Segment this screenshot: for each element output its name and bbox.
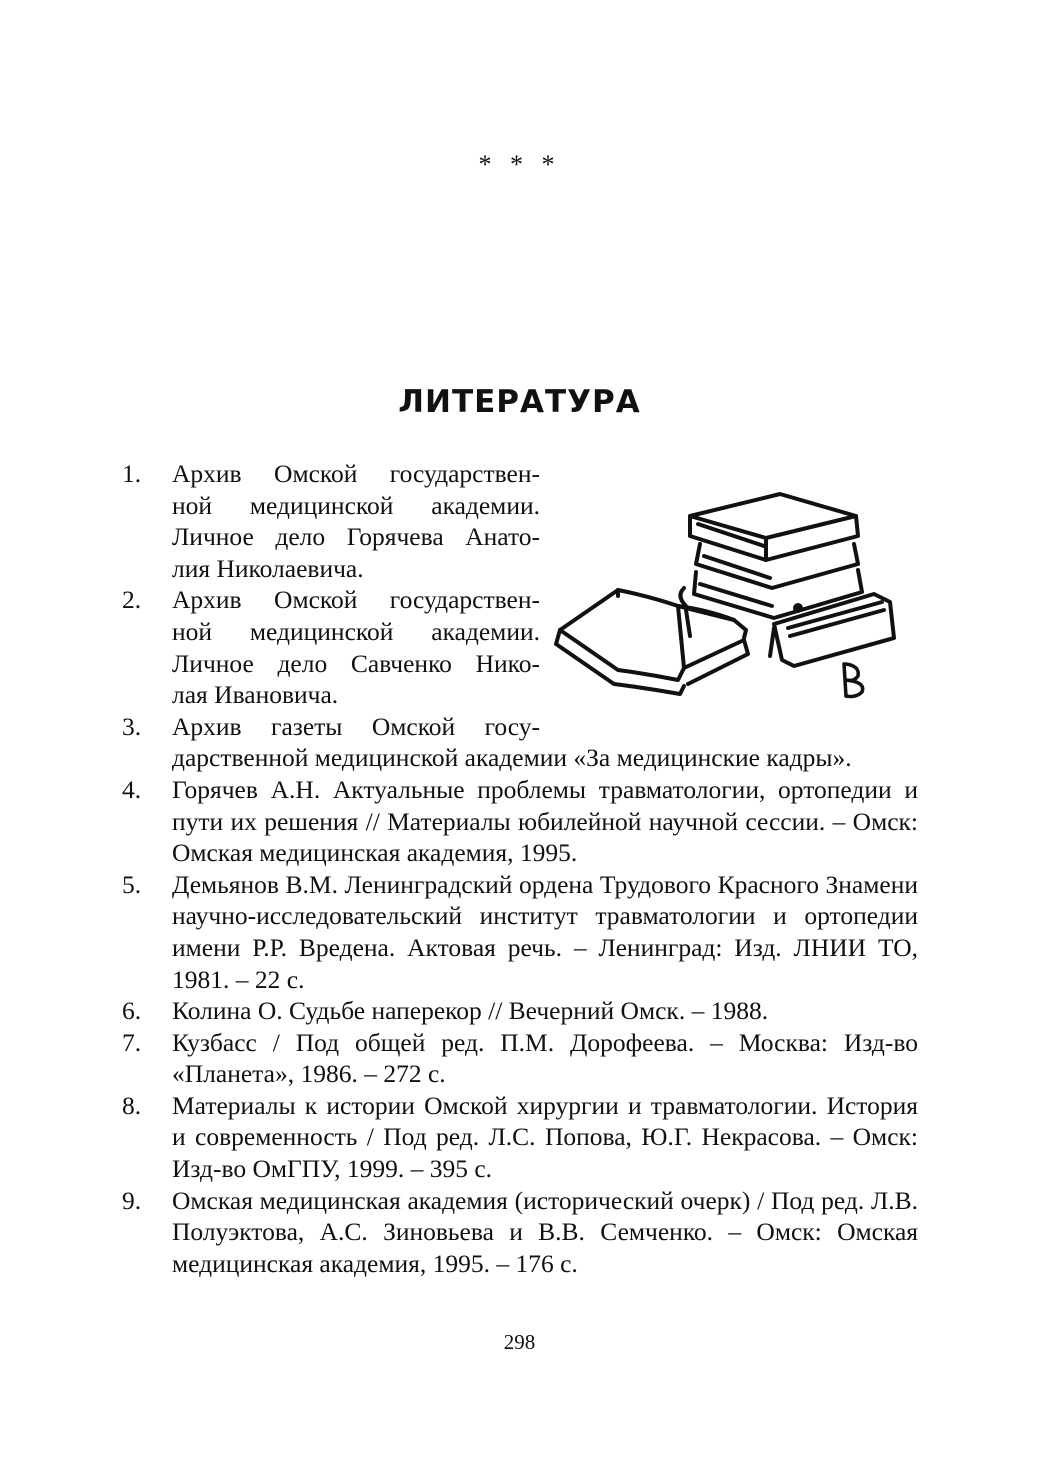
reference-number: 2. [122,585,142,615]
reference-number: 4. [122,774,142,804]
reference-item-6 [122,995,918,1027]
reference-text: Кузбасс / Под общей ред. П.М. Дорофеева. – Москва: Изд-во «Планета», 1986. – 272 с. [172,1027,918,1089]
reference-number: 9. [122,1185,142,1215]
reference-item-2 [122,584,918,710]
reference-line: лия Николаевича. [172,553,364,583]
reference-number: 7. [122,1027,142,1057]
reference-list [122,458,918,1279]
reference-line: лая Ивановича. [172,680,339,710]
reference-text: Омская медицинская академия (исторический очерк) / Под ред. Л.В. Полуэктова, А.С. Зиновьева и В.В. Семченко. – Омск: Омская медицинская академия, 1995. – 176 с. [172,1185,918,1278]
reference-item-7 [122,1027,918,1090]
reference-line: дарственной медицинской академии «За медицинские кадры». [172,743,852,773]
reference-text: Материалы к истории Омской хирургии и травматологии. История и современность / Под ред. Л.С. Попова, Ю.Г. Некрасова. – Омск: Изд-во ОмГПУ, 1999. – 395 с. [172,1090,918,1184]
reference-item-9 [122,1185,918,1280]
reference-item-4 [122,774,918,869]
page-number: 298 [503,1330,536,1354]
reference-item-1 [122,458,918,584]
reference-item-3 [122,711,918,774]
reference-number: 3. [122,711,142,741]
reference-number: 8. [122,1090,142,1120]
reference-line: ной медицинской академии. [172,616,540,646]
reference-number: 5. [122,869,142,899]
reference-line: Архив Омской государствен- [172,459,540,488]
reference-number: 6. [122,996,142,1026]
reference-text [172,458,918,584]
reference-text [172,584,918,710]
section-separator: * * * [478,150,561,179]
reference-text: Демьянов В.М. Ленинградский ордена Трудового Красного Знамени научно-исследовательский институт травматологии и ортопедии имени Р.Р. Вредена. Актовая речь. – Ленинград: Изд. ЛНИИ ТО, 1981. – 22 с. [172,869,918,994]
reference-number: 1. [122,459,142,488]
reference-line: Личное дело Горячева Анато- [172,522,540,552]
reference-item-8 [122,1090,918,1185]
reference-text: Колина О. Судьбе наперекор // Вечерний Омск. – 1988. [172,996,769,1026]
reference-item-5 [122,869,918,995]
reference-text: Горячев А.Н. Актуальные проблемы травматологии, ортопедии и пути их решения // Материалы юбилейной научной сессии. – Омск: Омская медицинская академия, 1995. [172,774,918,868]
reference-line: Архив Омской государствен- [172,585,540,615]
reference-line: Архив газеты Омской госу- [172,711,540,741]
reference-line: Личное дело Савченко Нико- [172,648,540,678]
reference-text [172,711,918,774]
page-title: ЛИТЕРАТУРА [398,384,641,420]
reference-line: ной медицинской академии. [172,490,540,520]
